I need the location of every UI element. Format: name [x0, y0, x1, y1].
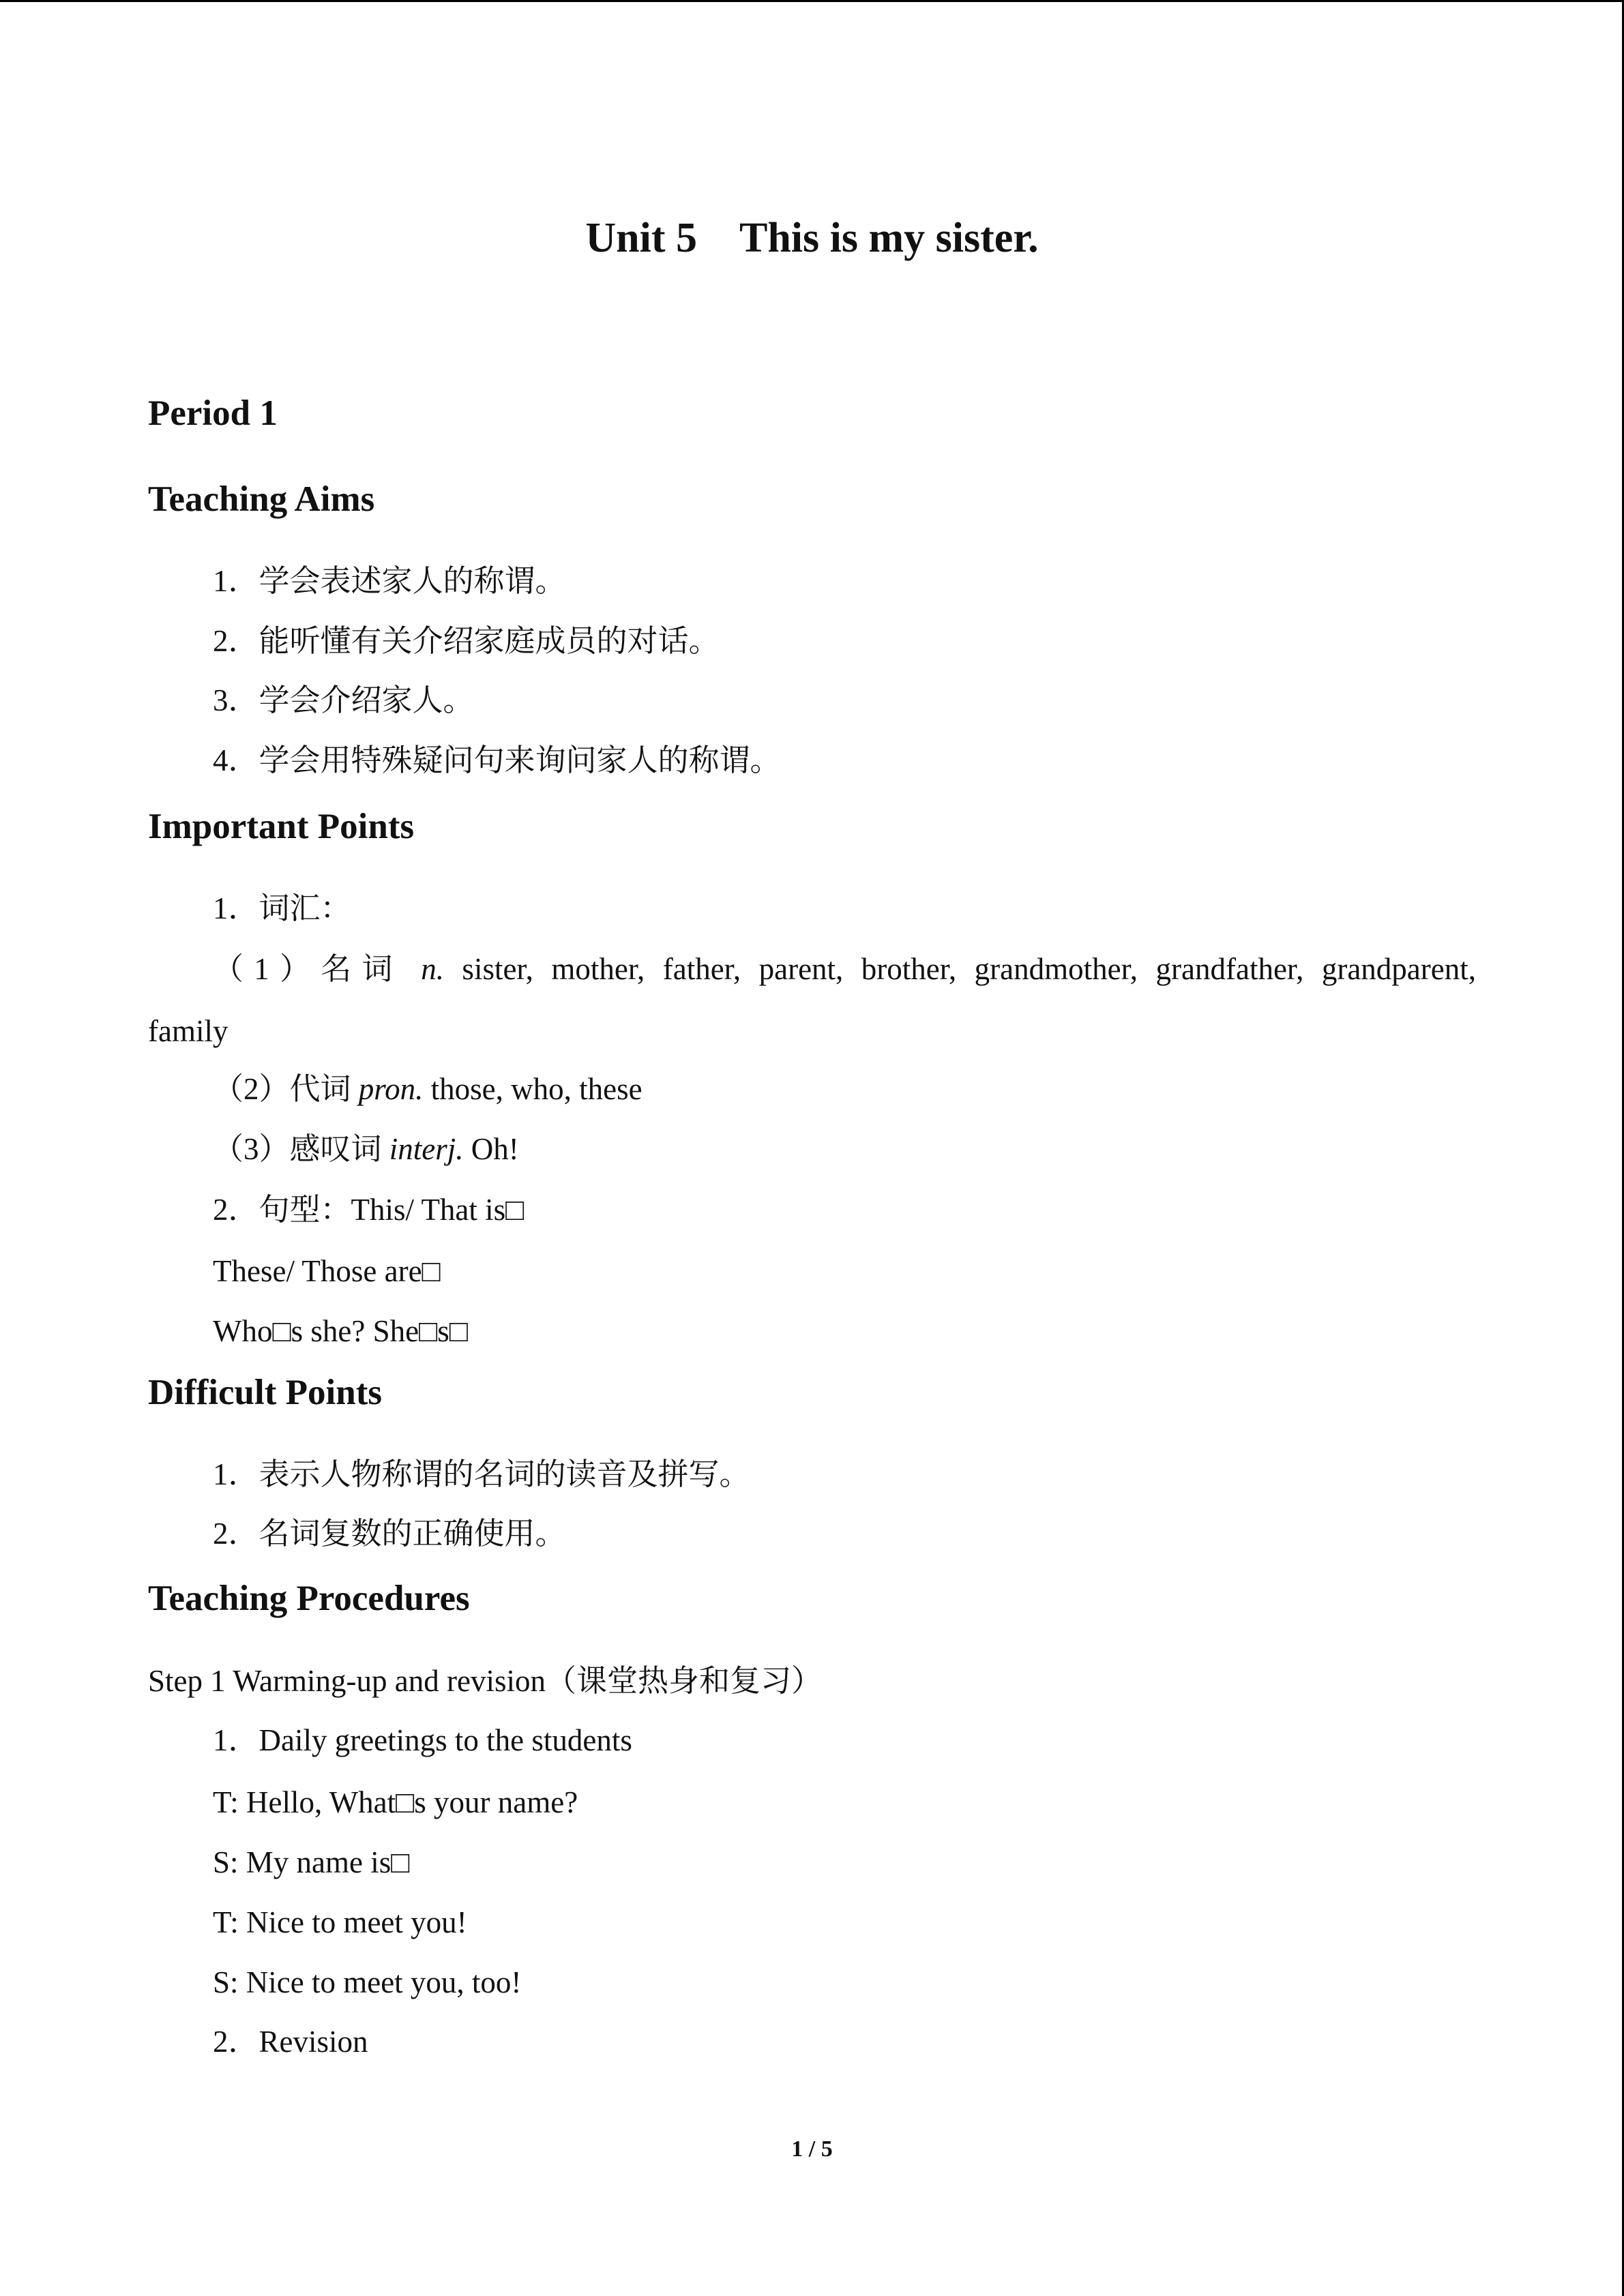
interjection-pos: interj. [389, 1132, 464, 1166]
teaching-aims-heading: Teaching Aims [148, 479, 375, 519]
period-heading: Period 1 [148, 393, 278, 433]
pronouns-pos: pron. [358, 1072, 424, 1106]
procedure-line: 2．Revision [213, 2025, 368, 2059]
sentence-pattern-line: These/ Those are□ [213, 1254, 441, 1288]
dialogue-line: T: Nice to meet you! [213, 1905, 467, 1939]
nouns-line [213, 954, 1476, 985]
pronouns-line [213, 1074, 643, 1105]
dialogue-line: S: Nice to meet you, too! [213, 1965, 522, 1999]
nouns-continuation: family [148, 1014, 228, 1048]
document-title: Unit 5 This is my sister. [585, 215, 1039, 261]
aim-item: 3．学会介绍家人。 [213, 683, 474, 717]
page-number: 1 / 5 [791, 2136, 833, 2162]
teaching-procedures-heading: Teaching Procedures [148, 1579, 470, 1618]
nouns-pos: n. [421, 952, 444, 986]
difficult-points-heading: Difficult Points [148, 1373, 382, 1412]
pronouns-list: those, who, these [423, 1072, 643, 1106]
interjection-prefix: （3）感叹词 [213, 1132, 389, 1166]
aim-item: 2．能听懂有关介绍家庭成员的对话。 [213, 624, 720, 658]
nouns-prefix: （1）名词 [213, 952, 422, 986]
interjection-line [213, 1134, 519, 1165]
dialogue-line: S: My name is□ [213, 1845, 410, 1879]
aim-item: 4．学会用特殊疑问句来询问家人的称谓。 [213, 743, 781, 777]
sentence-pattern-line: Who□s she? She□s□ [213, 1314, 468, 1348]
dialogue-line: T: Hello, What□s your name? [213, 1785, 578, 1819]
nouns-list: sister, mother, father, parent, brother, grandmother, grandfather, grandparent, [443, 952, 1476, 986]
step-heading: Step 1 Warming-up and revision（课堂热身和复习） [148, 1664, 822, 1698]
important-points-heading: Important Points [148, 807, 415, 846]
vocabulary-label: 1．词汇： [213, 891, 351, 925]
procedure-line: 1．Daily greetings to the students [213, 1723, 632, 1757]
pronouns-prefix: （2）代词 [213, 1072, 359, 1106]
difficult-point-item: 2．名词复数的正确使用。 [213, 1517, 566, 1551]
sentence-pattern-line: 2．句型：This/ That is□ [213, 1193, 525, 1227]
aim-item: 1．学会表述家人的称谓。 [213, 564, 566, 598]
difficult-point-item: 1．表示人物称谓的名词的读音及拼写。 [213, 1457, 750, 1491]
interjection-list: Oh! [463, 1132, 519, 1166]
